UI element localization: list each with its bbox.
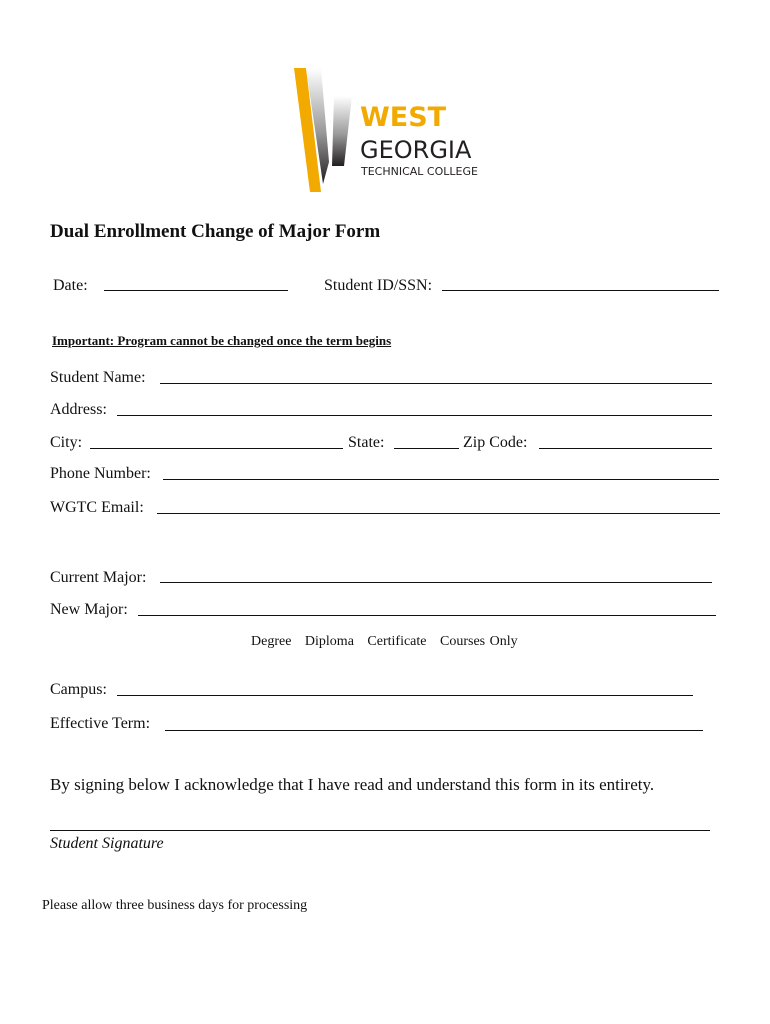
address-field[interactable] bbox=[117, 415, 712, 416]
logo-mark-icon bbox=[290, 66, 360, 198]
email-label: WGTC Email: bbox=[50, 499, 144, 516]
form-title: Dual Enrollment Change of Major Form bbox=[50, 221, 381, 242]
state-field[interactable] bbox=[394, 448, 459, 449]
option-courses-only[interactable]: Courses Only bbox=[440, 634, 518, 649]
student-name-field[interactable] bbox=[160, 383, 712, 384]
logo-west: WEST bbox=[360, 102, 447, 133]
signature-label: Student Signature bbox=[50, 835, 164, 852]
new-major-label: New Major: bbox=[50, 601, 128, 618]
date-field[interactable] bbox=[104, 290, 288, 291]
signature-field[interactable] bbox=[50, 830, 710, 831]
phone-field[interactable] bbox=[163, 479, 719, 480]
award-options bbox=[251, 633, 518, 651]
campus-label: Campus: bbox=[50, 681, 107, 698]
effective-term-field[interactable] bbox=[165, 730, 703, 731]
effective-term-label: Effective Term: bbox=[50, 715, 151, 732]
acknowledgement-text: By signing below I acknowledge that I have read and understand this form in its entirety. bbox=[50, 775, 655, 794]
email-field[interactable] bbox=[157, 513, 720, 514]
zip-label: Zip Code: bbox=[463, 434, 528, 451]
new-major-field[interactable] bbox=[138, 615, 716, 616]
student-id-label: Student ID/SSN: bbox=[324, 277, 433, 294]
logo-georgia: GEORGIA bbox=[360, 136, 472, 164]
current-major-label: Current Major: bbox=[50, 569, 147, 586]
student-id-field[interactable] bbox=[442, 290, 719, 291]
option-diploma[interactable]: Diploma bbox=[304, 634, 354, 649]
phone-label: Phone Number: bbox=[50, 465, 151, 482]
processing-note: Please allow three business days for processing bbox=[42, 898, 308, 913]
zip-field[interactable] bbox=[539, 448, 712, 449]
date-label: Date: bbox=[53, 277, 88, 294]
student-name-label: Student Name: bbox=[50, 369, 146, 386]
city-field[interactable] bbox=[90, 448, 343, 449]
logo-technical-college: TECHNICAL COLLEGE bbox=[361, 165, 478, 178]
option-certificate[interactable]: Certificate bbox=[367, 634, 427, 649]
option-degree[interactable]: Degree bbox=[251, 634, 292, 649]
campus-field[interactable] bbox=[117, 695, 693, 696]
important-notice: Important: Program cannot be changed once the term begins bbox=[52, 333, 392, 348]
city-label: City: bbox=[50, 434, 83, 451]
college-logo bbox=[290, 66, 490, 198]
current-major-field[interactable] bbox=[160, 582, 712, 583]
address-label: Address: bbox=[50, 401, 107, 418]
state-label: State: bbox=[348, 434, 385, 451]
